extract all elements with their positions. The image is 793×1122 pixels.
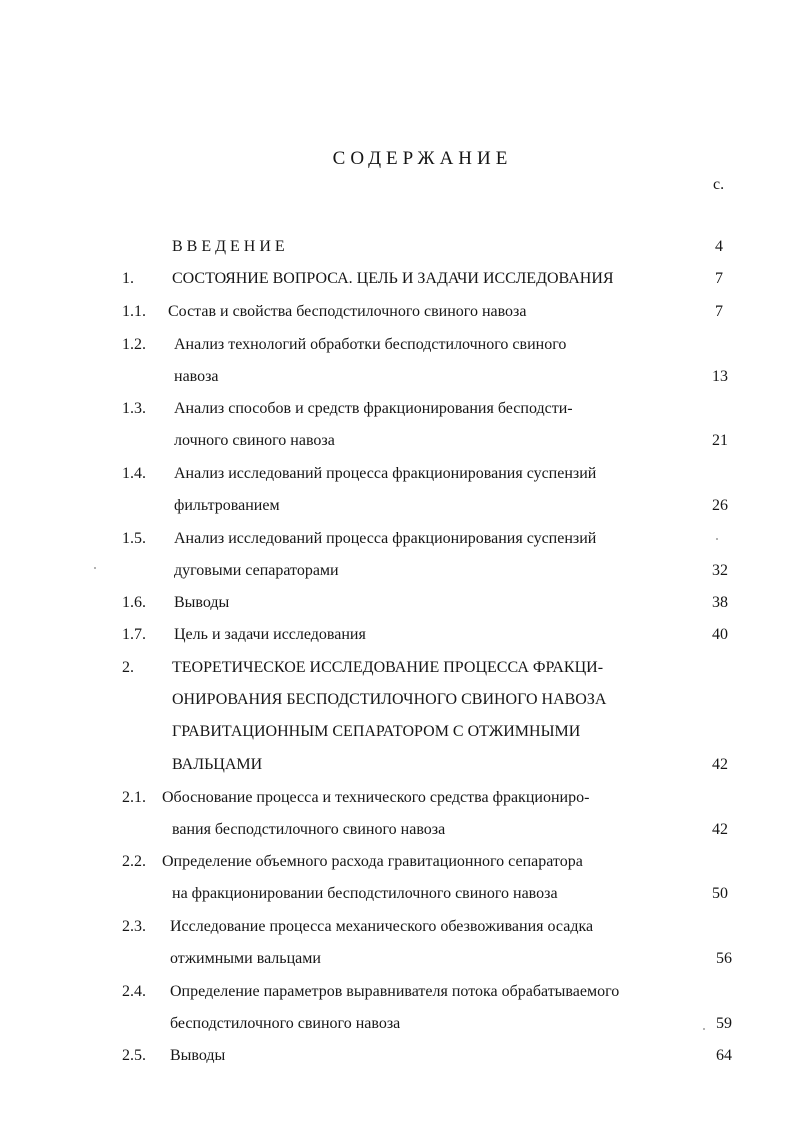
toc-entry-title: Состав и свойства бесподстилочного свиного навоза (168, 303, 527, 320)
toc-entry-number: 1.5. (122, 530, 146, 547)
toc-entry-page: 4 (715, 238, 723, 255)
toc-entry-number: 2.1. (122, 789, 146, 806)
toc-entry-number: 2.2. (122, 853, 146, 870)
toc-entry-page: 42 (712, 821, 728, 838)
toc-entry-title-continued: бесподстилочного свиного навоза (170, 1015, 401, 1032)
toc-entry-title-continued: на фракционировании бесподстилочного свиного навоза (172, 885, 558, 902)
toc-entry-title: Выводы (170, 1047, 226, 1064)
toc-entry-number: 2.5. (122, 1047, 146, 1064)
toc-entry-number: 1.2. (122, 336, 146, 353)
toc-entry-page: 56 (716, 950, 732, 967)
toc-entry-number: 1.7. (122, 626, 146, 643)
toc-entry-page: 40 (712, 626, 728, 643)
toc-entry-number: 1.4. (122, 465, 146, 482)
toc-entry-page: 7 (715, 303, 723, 320)
toc-entry-page: 13 (712, 368, 728, 385)
toc-entry-number: 1.1. (122, 303, 146, 320)
toc-entry-title: Цель и задачи исследования (174, 626, 366, 643)
toc-entry-title-continued: навоза (174, 368, 219, 385)
toc-entry-title: ВВЕДЕНИЕ (172, 238, 289, 255)
toc-entry-title-continued: дуговыми сепараторами (174, 562, 339, 579)
toc-entry-title: Выводы (174, 594, 230, 611)
toc-entry-title: ТЕОРЕТИЧЕСКОЕ ИССЛЕДОВАНИЕ ПРОЦЕССА ФРАКЦИ- (172, 659, 604, 676)
page-column-label: с. (713, 176, 725, 193)
toc-entry-number: 2.3. (122, 918, 146, 935)
toc-entry-title: Определение параметров выравнивателя потока обрабатываемого (170, 983, 620, 1000)
toc-entry-title: Обоснование процесса и технического средства фракциониро- (162, 789, 590, 806)
scan-speck (703, 1028, 705, 1030)
toc-entry-title: Анализ исследований процесса фракционирования суспензий (174, 465, 597, 482)
toc-entry-number: 1.6. (122, 594, 146, 611)
toc-entry-page: 21 (712, 432, 728, 449)
page-title: СОДЕРЖАНИЕ (332, 148, 513, 169)
toc-entry-title-continued: вания бесподстилочного свиного навоза (172, 821, 446, 838)
toc-entry-number: 1.3. (122, 400, 146, 417)
toc-entry-page: 50 (712, 885, 728, 902)
toc-entry-page: 32 (712, 562, 728, 579)
toc-entry-title: Определение объемного расхода гравитационного сепаратора (162, 853, 583, 870)
toc-entry-title: СОСТОЯНИЕ ВОПРОСА. ЦЕЛЬ И ЗАДАЧИ ИССЛЕДОВАНИЯ (172, 270, 614, 287)
toc-entry-title: Исследование процесса механического обезвоживания осадка (170, 918, 594, 935)
scan-speck (716, 538, 718, 540)
toc-entry-page: 64 (716, 1047, 732, 1064)
toc-entry-title-continued: лочного свиного навоза (174, 432, 335, 449)
toc-entry-page: 42 (712, 756, 728, 773)
toc-entry-title-continued: ГРАВИТАЦИОННЫМ СЕПАРАТОРОМ С ОТЖИМНЫМИ (172, 723, 581, 740)
toc-entry-title-continued: ВАЛЬЦАМИ (172, 756, 263, 773)
toc-entry-page: 26 (712, 497, 728, 514)
toc-entry-page: 59 (716, 1015, 732, 1032)
toc-entry-page: 38 (712, 594, 728, 611)
toc-entry-title-continued: отжимными вальцами (170, 950, 321, 967)
scan-speck (94, 567, 96, 569)
toc-entry-title: Анализ исследований процесса фракционирования суспензий (174, 530, 597, 547)
toc-entry-number: 2. (122, 659, 134, 676)
toc-entry-title-continued: ОНИРОВАНИЯ БЕСПОДСТИЛОЧНОГО СВИНОГО НАВОЗА (172, 691, 607, 708)
toc-entry-title: Анализ технологий обработки бесподстилочного свиного (174, 336, 567, 353)
toc-entry-number: 2.4. (122, 983, 146, 1000)
toc-entry-number: 1. (122, 270, 134, 287)
toc-entry-page: 7 (715, 270, 723, 287)
toc-entry-title: Анализ способов и средств фракционирования бесподсти- (174, 400, 573, 417)
toc-entry-title-continued: фильтрованием (174, 497, 280, 514)
